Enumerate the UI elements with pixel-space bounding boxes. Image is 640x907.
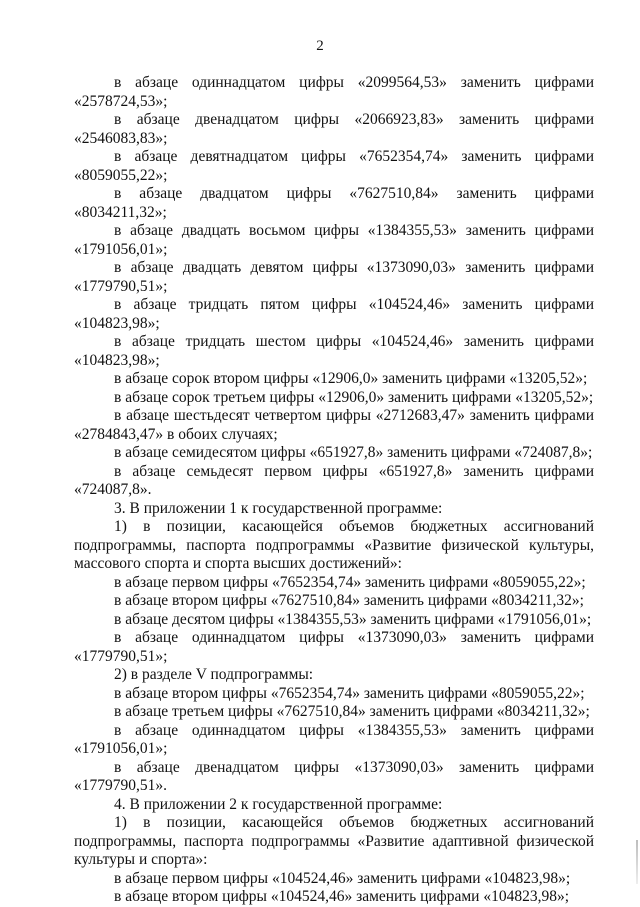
paragraph: в абзаце двенадцатом цифры «2066923,83» заменить цифрами «2546083,83»;: [74, 111, 594, 147]
paragraph: в абзаце сорок третьем цифры «12906,0» заменить цифрами «13205,52»;: [114, 388, 594, 406]
paragraph: в абзаце двенадцатом цифры «1373090,03» заменить цифрами «1779790,51».: [74, 758, 594, 794]
section-heading: 3. В приложении 1 к государственной программе:: [114, 499, 443, 517]
scan-edge-mark: [636, 840, 638, 884]
paragraph: в абзаце одиннадцатом цифры «1384355,53» заменить цифрами «1791056,01»;: [74, 721, 594, 757]
paragraph: в абзаце втором цифры «7627510,84» заменить цифрами «8034211,32»;: [114, 592, 584, 609]
paragraph: в абзаце одиннадцатом цифры «1373090,03» заменить цифрами «1779790,51»;: [74, 629, 594, 665]
paragraph: в абзаце третьем цифры «7627510,84» заменить цифрами «8034211,32»;: [114, 703, 590, 720]
paragraph: в абзаце первом цифры «104524,46» заменить цифрами «104823,98»;: [114, 869, 571, 887]
paragraph: в абзаце тридцать шестом цифры «104524,46» заменить цифрами «104823,98»;: [74, 333, 594, 369]
paragraph: в абзаце семьдесят первом цифры «651927,8» заменить цифрами «724087,8».: [74, 462, 594, 498]
paragraph: в абзаце втором цифры «104524,46» заменить цифрами «104823,98»;: [114, 888, 569, 905]
subsection-heading: 2) в разделе V подпрограммы:: [114, 666, 314, 683]
paragraph: в абзаце двадцать восьмом цифры «1384355,53» заменить цифрами «1791056,01»;: [74, 222, 594, 258]
paragraph: в абзаце девятнадцатом цифры «7652354,74» заменить цифрами «8059055,22»;: [74, 148, 594, 184]
section-heading: 4. В приложении 2 к государственной программе:: [114, 795, 443, 813]
paragraph: в абзаце одиннадцатом цифры «2099564,53» заменить цифрами «2578724,53»;: [74, 74, 594, 110]
paragraph: в абзаце втором цифры «7652354,74» заменить цифрами «8059055,22»;: [114, 684, 585, 702]
paragraph: в абзаце сорок втором цифры «12906,0» заменить цифрами «13205,52»;: [114, 370, 588, 387]
paragraph: 1) в позиции, касающейся объемов бюджетных ассигнований подпрограммы, паспорта подпрограммы «Развитие физической культуры, массового спорта и спорта высших достижений»:: [74, 518, 594, 572]
paragraph: в абзаце шестьдесят четвертом цифры «2712683,47» заменить цифрами «2784843,47» в обоих случаях;: [74, 407, 594, 443]
paragraph: в абзаце тридцать пятом цифры «104524,46» заменить цифрами «104823,98»;: [74, 296, 594, 332]
paragraph: 1) в позиции, касающейся объемов бюджетных ассигнований подпрограммы, паспорта подпрограммы «Развитие адаптивной физической культуры и спорта»:: [74, 814, 594, 868]
page-number: 2: [316, 38, 324, 54]
paragraph: в абзаце первом цифры «7652354,74» заменить цифрами «8059055,22»;: [114, 573, 586, 591]
paragraph: в абзаце десятом цифры «1384355,53» заменить цифрами «1791056,01»;: [114, 610, 592, 628]
document-body: [74, 74, 594, 907]
paragraph: в абзаце двадцатом цифры «7627510,84» заменить цифрами «8034211,32»;: [74, 185, 594, 221]
paragraph: в абзаце двадцать девятом цифры «1373090,03» заменить цифрами «1779790,51»;: [74, 259, 594, 295]
paragraph: в абзаце семидесятом цифры «651927,8» заменить цифрами «724087,8»;: [114, 444, 593, 461]
